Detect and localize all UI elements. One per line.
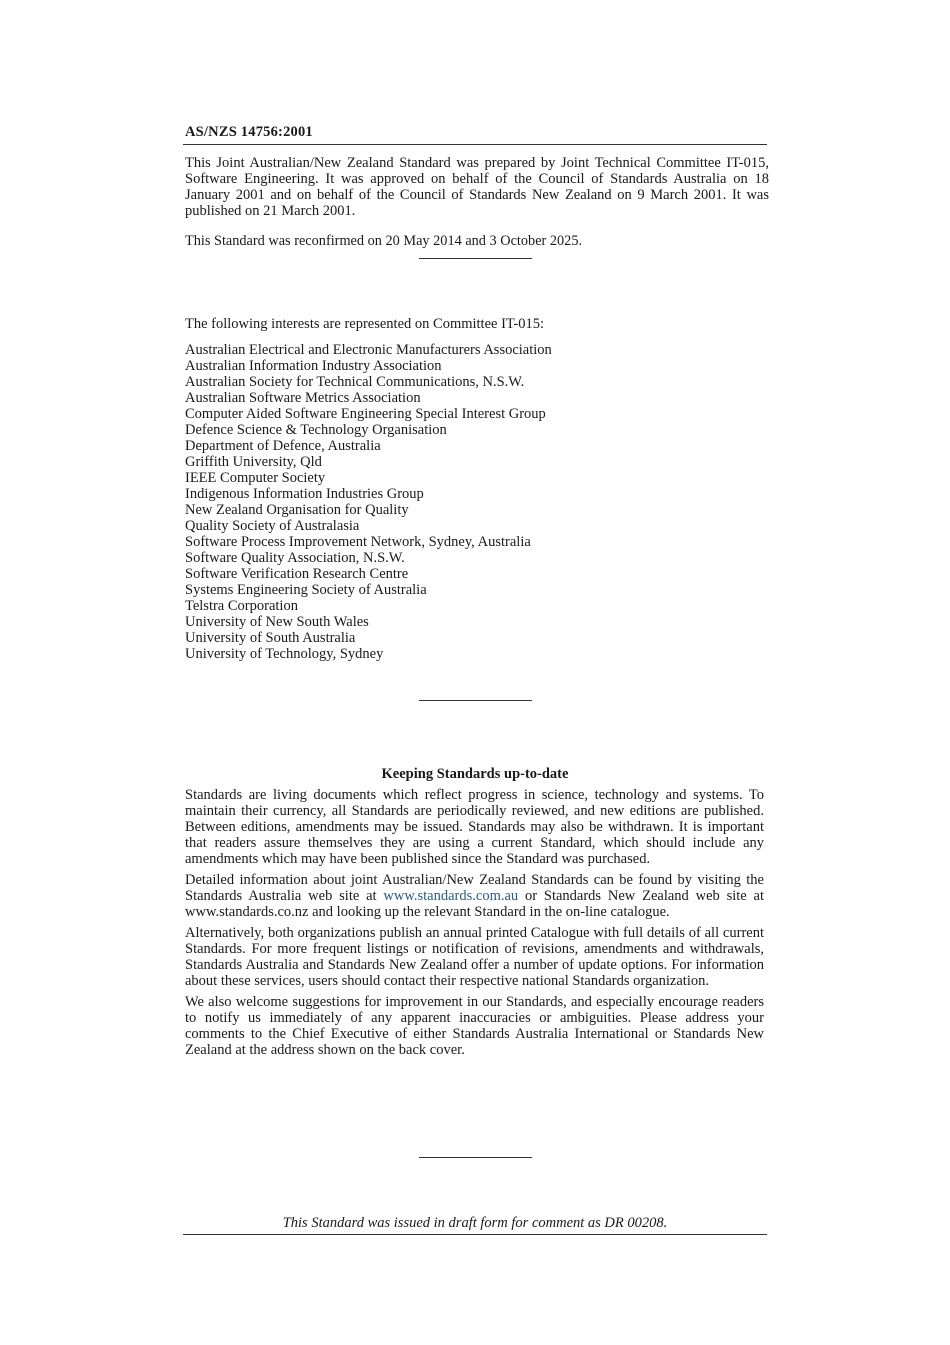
list-item: Australian Information Industry Association	[185, 358, 442, 374]
committee-intro: The following interests are represented on Committee IT-015:	[185, 316, 545, 332]
list-item: Defence Science & Technology Organisation	[185, 422, 447, 438]
list-item: Griffith University, Qld	[185, 454, 322, 470]
preparation-paragraph: This Joint Australian/New Zealand Standard was prepared by Joint Technical Committee IT-015, Software Engineering. It was approved on behalf of the Council of Standards Australia on 18 January 2001 and on behalf of the Council of Standards New Zealand on 9 March 2001. It was published on 21 March 2001.	[185, 155, 769, 219]
footer-rule	[183, 1234, 767, 1235]
list-item: Indigenous Information Industries Group	[185, 486, 424, 502]
list-item: Department of Defence, Australia	[185, 438, 381, 454]
keeping-paragraph-1: Standards are living documents which reflect progress in science, technology and systems. To maintain their currency, all Standards are periodically reviewed, and new editions are published. Between editions, amendments may be issued. Standards may also be withdrawn. It is important that readers assure themselves they are using a current Standard, which should include any amendments which may have been published since the Standard was purchased.	[185, 787, 764, 867]
committee-member-list	[185, 342, 552, 662]
keeping-paragraph-2	[185, 872, 764, 920]
list-item: Software Process Improvement Network, Sydney, Australia	[185, 534, 531, 550]
list-item: Quality Society of Australasia	[185, 518, 360, 534]
list-item: Systems Engineering Society of Australia	[185, 582, 427, 598]
list-item: Australian Electrical and Electronic Manufacturers Association	[185, 342, 552, 358]
standards-australia-link[interactable]: www.standards.com.au	[383, 888, 519, 904]
list-item: University of South Australia	[185, 630, 356, 646]
paragraph-text: or Standards New Zealand web site at www.standards.co.nz and looking up the relevant Standard in the on-line catalogue.	[185, 888, 765, 920]
section-divider-1	[419, 258, 532, 259]
section-divider-3	[419, 1157, 532, 1158]
list-item: Telstra Corporation	[185, 598, 298, 614]
keeping-paragraph-3: Alternatively, both organizations publish an annual printed Catalogue with full details of all current Standards. For more frequent listings or notification of revisions, amendments and withdrawals, Standards Australia and Standards New Zealand offer a number of update options. For information about these services, users should contact their respective national Standards organization.	[185, 925, 764, 989]
draft-note: This Standard was issued in draft form for comment as DR 00208.	[282, 1215, 668, 1231]
paragraph-text: Detailed information about joint Australian/New Zealand Standards can be found by visiting the Standards Australia web site at	[185, 872, 764, 904]
list-item: New Zealand Organisation for Quality	[185, 502, 409, 518]
reconfirmation-note: This Standard was reconfirmed on 20 May 2014 and 3 October 2025.	[185, 233, 583, 249]
list-item: Australian Society for Technical Communications, N.S.W.	[185, 374, 525, 390]
list-item: University of New South Wales	[185, 614, 369, 630]
keeping-standards-body	[185, 787, 764, 1063]
keeping-standards-heading: Keeping Standards up-to-date	[381, 766, 569, 782]
list-item: Software Quality Association, N.S.W.	[185, 550, 405, 566]
standard-designation: AS/NZS 14756:2001	[185, 124, 313, 140]
list-item: Software Verification Research Centre	[185, 566, 409, 582]
list-item: IEEE Computer Society	[185, 470, 326, 486]
keeping-paragraph-4: We also welcome suggestions for improvement in our Standards, and especially encourage readers to notify us immediately of any apparent inaccuracies or ambiguities. Please address your comments to the Chief Executive of either Standards Australia International or Standards New Zealand at the address shown on the back cover.	[185, 994, 764, 1058]
list-item: Computer Aided Software Engineering Special Interest Group	[185, 406, 546, 422]
list-item: Australian Software Metrics Association	[185, 390, 421, 406]
list-item: University of Technology, Sydney	[185, 646, 384, 662]
section-divider-2	[419, 700, 532, 701]
header-rule	[183, 144, 767, 145]
